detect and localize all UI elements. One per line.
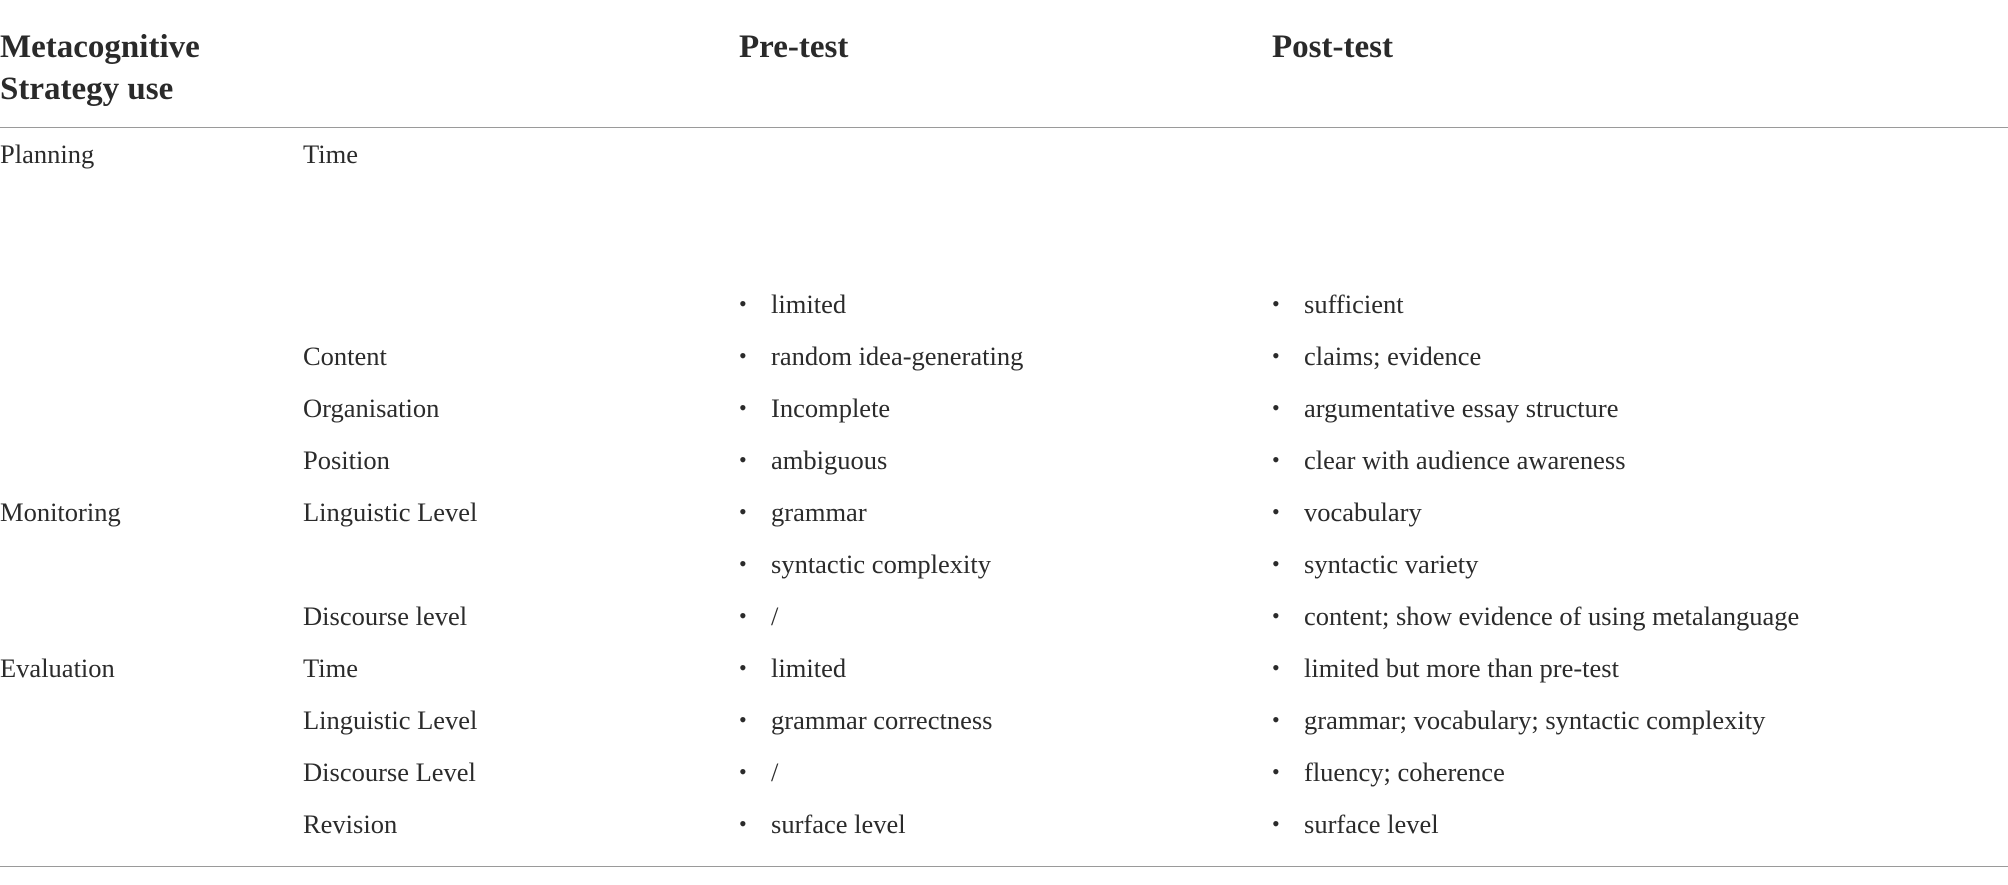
table-bottom-rule: [0, 866, 2008, 867]
bullet-marker: •: [1272, 291, 1280, 316]
post-test-cell-text: fluency; coherence: [1304, 757, 1505, 787]
post-test-cell: [1272, 486, 1422, 538]
post-test-cell: [1272, 642, 1619, 694]
pre-test-cell: [739, 434, 887, 486]
strategy-cell: Evaluation: [0, 653, 115, 683]
pre-test-cell: [739, 746, 778, 798]
bullet-marker: •: [1272, 811, 1280, 836]
pre-test-cell-text: /: [771, 601, 779, 631]
bullet-marker: •: [1272, 655, 1280, 680]
pre-test-cell: [739, 694, 992, 746]
post-test-cell: [1272, 694, 1765, 746]
pre-test-cell-text: limited: [771, 289, 847, 319]
bullet-marker: •: [1272, 759, 1280, 784]
pre-test-cell-text: limited: [771, 653, 847, 683]
post-test-cell: [1272, 330, 1481, 382]
post-test-cell-text: clear with audience awareness: [1304, 445, 1626, 475]
table-row: [0, 642, 2008, 694]
table-row: [0, 486, 2008, 538]
table-row: [0, 590, 2008, 642]
bullet-marker: •: [739, 603, 747, 628]
bullet-marker: •: [739, 395, 747, 420]
bullet-marker: •: [1272, 499, 1280, 524]
post-test-cell: [1272, 798, 1439, 850]
aspect-cell: Time: [303, 653, 358, 683]
post-test-cell-text: argumentative essay structure: [1304, 393, 1619, 423]
pre-test-cell-text: surface level: [771, 809, 906, 839]
aspect-cell: Linguistic Level: [303, 705, 478, 735]
pre-test-cell: [739, 642, 846, 694]
post-test-cell-text: vocabulary: [1304, 497, 1422, 527]
bullet-marker: •: [739, 551, 747, 576]
post-test-cell: [1272, 382, 1618, 434]
post-test-cell-text: sufficient: [1304, 289, 1404, 319]
post-test-cell: [1272, 538, 1478, 590]
post-test-cell-text: limited but more than pre-test: [1304, 653, 1619, 683]
aspect-cell: Linguistic Level: [303, 497, 478, 527]
table-row: [0, 128, 2008, 180]
aspect-cell: Position: [303, 445, 390, 475]
strategy-cell: Planning: [0, 139, 95, 169]
pre-test-cell: [739, 538, 991, 590]
header-post-test: Post-test: [1272, 29, 1393, 65]
bullet-marker: •: [1272, 603, 1280, 628]
pre-test-cell-text: grammar: [771, 497, 867, 527]
aspect-cell: Discourse Level: [303, 757, 476, 787]
post-test-cell: [1272, 746, 1505, 798]
pre-test-cell-text: ambiguous: [771, 445, 888, 475]
strategy-cell: Monitoring: [0, 497, 121, 527]
bullet-marker: •: [739, 447, 747, 472]
bullet-marker: •: [739, 707, 747, 732]
pre-test-cell: [739, 278, 846, 330]
post-test-cell-text: grammar; vocabulary; syntactic complexity: [1304, 705, 1766, 735]
aspect-cell: Revision: [303, 809, 398, 839]
post-test-cell-text: claims; evidence: [1304, 341, 1482, 371]
bullet-marker: •: [739, 499, 747, 524]
table-row: [0, 278, 2008, 330]
pre-test-cell: [739, 330, 1023, 382]
bullet-marker: •: [739, 759, 747, 784]
pre-test-cell-text: /: [771, 757, 779, 787]
pre-test-cell: [739, 486, 867, 538]
post-test-cell: [1272, 590, 1799, 642]
pre-test-cell-text: Incomplete: [771, 393, 891, 423]
header-pre-test: Pre-test: [739, 29, 849, 65]
bullet-marker: •: [739, 291, 747, 316]
bullet-marker: •: [1272, 343, 1280, 368]
pre-test-cell: [739, 382, 890, 434]
bullet-marker: •: [739, 655, 747, 680]
post-test-cell: [1272, 278, 1404, 330]
aspect-cell: Time: [303, 139, 358, 169]
aspect-cell: Discourse level: [303, 601, 468, 631]
table-row: [0, 746, 2008, 798]
post-test-cell-text: content; show evidence of using metalanguage: [1304, 601, 1800, 631]
post-test-cell: [1272, 434, 1626, 486]
table-row: [0, 798, 2008, 850]
table-header: [0, 0, 2008, 128]
pre-test-cell: [739, 798, 906, 850]
bullet-marker: •: [1272, 447, 1280, 472]
post-test-cell-text: surface level: [1304, 809, 1439, 839]
pre-test-cell-text: syntactic complexity: [771, 549, 992, 579]
aspect-cell: Organisation: [303, 393, 440, 423]
pre-test-cell-text: random idea-generating: [771, 341, 1024, 371]
table-row: [0, 538, 2008, 590]
bullet-marker: •: [1272, 395, 1280, 420]
table-row: [0, 382, 2008, 434]
bullet-marker: •: [1272, 707, 1280, 732]
bullet-marker: •: [1272, 551, 1280, 576]
aspect-cell: Content: [303, 341, 387, 371]
table-row: [0, 434, 2008, 486]
post-test-cell-text: syntactic variety: [1304, 549, 1479, 579]
table-row: [0, 694, 2008, 746]
pre-test-cell-text: grammar correctness: [771, 705, 993, 735]
bullet-marker: •: [739, 811, 747, 836]
bullet-marker: •: [739, 343, 747, 368]
table-row: [0, 330, 2008, 382]
header-strategy-use: Metacognitive Strategy use: [0, 29, 200, 107]
pre-test-cell: [739, 590, 778, 642]
